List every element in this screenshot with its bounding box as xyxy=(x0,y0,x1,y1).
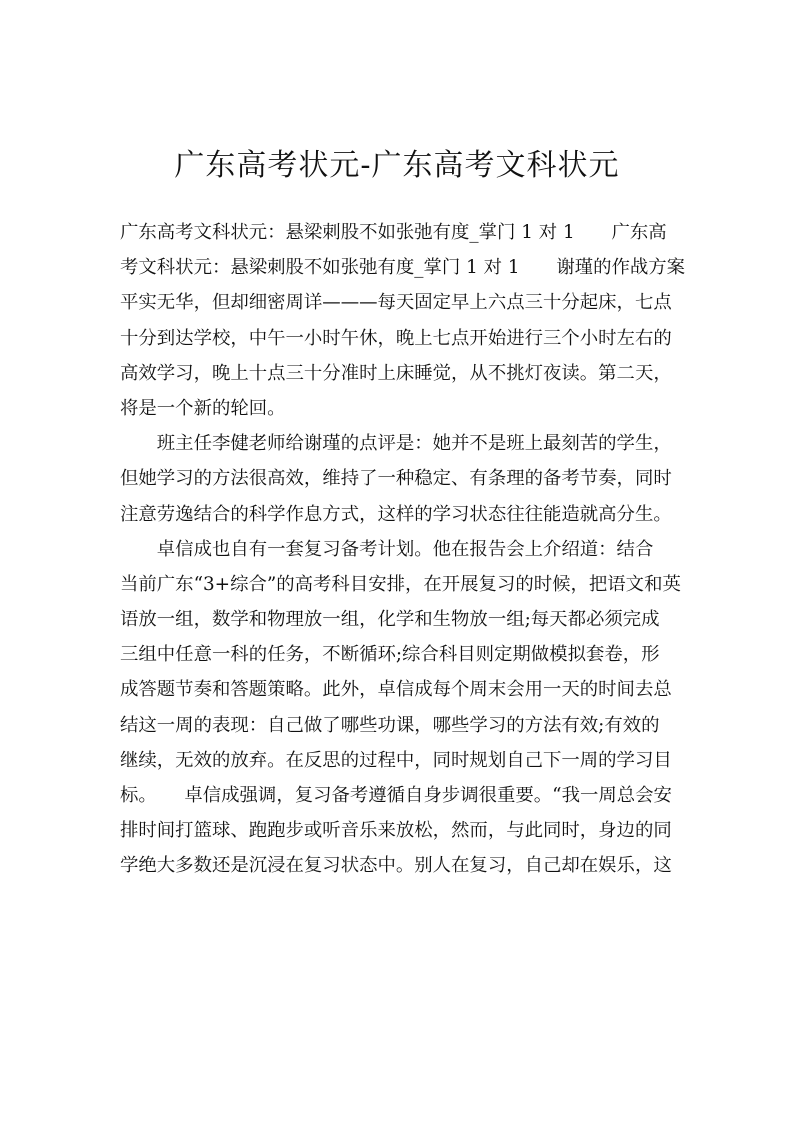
body-line: 三组中任意一科的任务，不断循环;综合科目则定期做模拟套卷，形 xyxy=(120,644,660,666)
body-line: 广东高考文科状元：悬梁刺股不如张弛有度_掌门 1 对 1 广东高 xyxy=(120,222,667,243)
document-title: 广东高考状元-广东高考文科状元 xyxy=(174,148,620,183)
body-line: 当前广东“3+综合”的高考科目安排，在开展复习的时候，把语文和英 xyxy=(120,573,681,595)
body-line: 将是一个新的轮回。 xyxy=(120,397,286,419)
body-line: 但她学习的方法很高效，维持了一种稳定、有条理的备考节奏，同时 xyxy=(120,468,672,490)
body-line: 十分到达学校，中午一小时午休，晚上七点开始进行三个小时左右的 xyxy=(120,327,672,349)
body-line: 卓信成也自有一套复习备考计划。他在报告会上介绍道：结合 xyxy=(120,538,654,560)
body-line: 高效学习，晚上十点三十分准时上床睡觉，从不挑灯夜读。第二天， xyxy=(120,362,672,384)
body-line: 排时间打篮球、跑跑步或听音乐来放松，然而，与此同时，身边的同 xyxy=(120,820,672,842)
body-line: 结这一周的表现：自己做了哪些功课，哪些学习的方法有效;有效的 xyxy=(120,714,660,736)
body-line: 注意劳逸结合的科学作息方式，这样的学习状态往往能造就高分生。 xyxy=(120,503,672,525)
body-line: 语放一组，数学和物理放一组，化学和生物放一组;每天都必须完成 xyxy=(120,609,660,631)
body-line: 成答题节奏和答题策略。此外，卓信成每个周末会用一天的时间去总 xyxy=(120,679,672,701)
body-line: 平实无华，但却细密周详———每天固定早上六点三十分起床，七点 xyxy=(120,292,672,314)
body-line: 继续，无效的放弃。在反思的过程中，同时规划自己下一周的学习目 xyxy=(120,749,672,771)
document-body xyxy=(120,218,686,887)
body-line: 考文科状元：悬梁刺股不如张弛有度_掌门 1 对 1 谢瑾的作战方案 xyxy=(120,257,686,279)
body-line: 班主任李健老师给谢瑾的点评是：她并不是班上最刻苦的学生， xyxy=(120,433,672,455)
body-line: 学绝大多数还是沉浸在复习状态中。别人在复习，自己却在娱乐，这 xyxy=(120,855,672,877)
body-line: 标。 卓信成强调，复习备考遵循自身步调很重要。“我一周总会安 xyxy=(120,785,672,806)
